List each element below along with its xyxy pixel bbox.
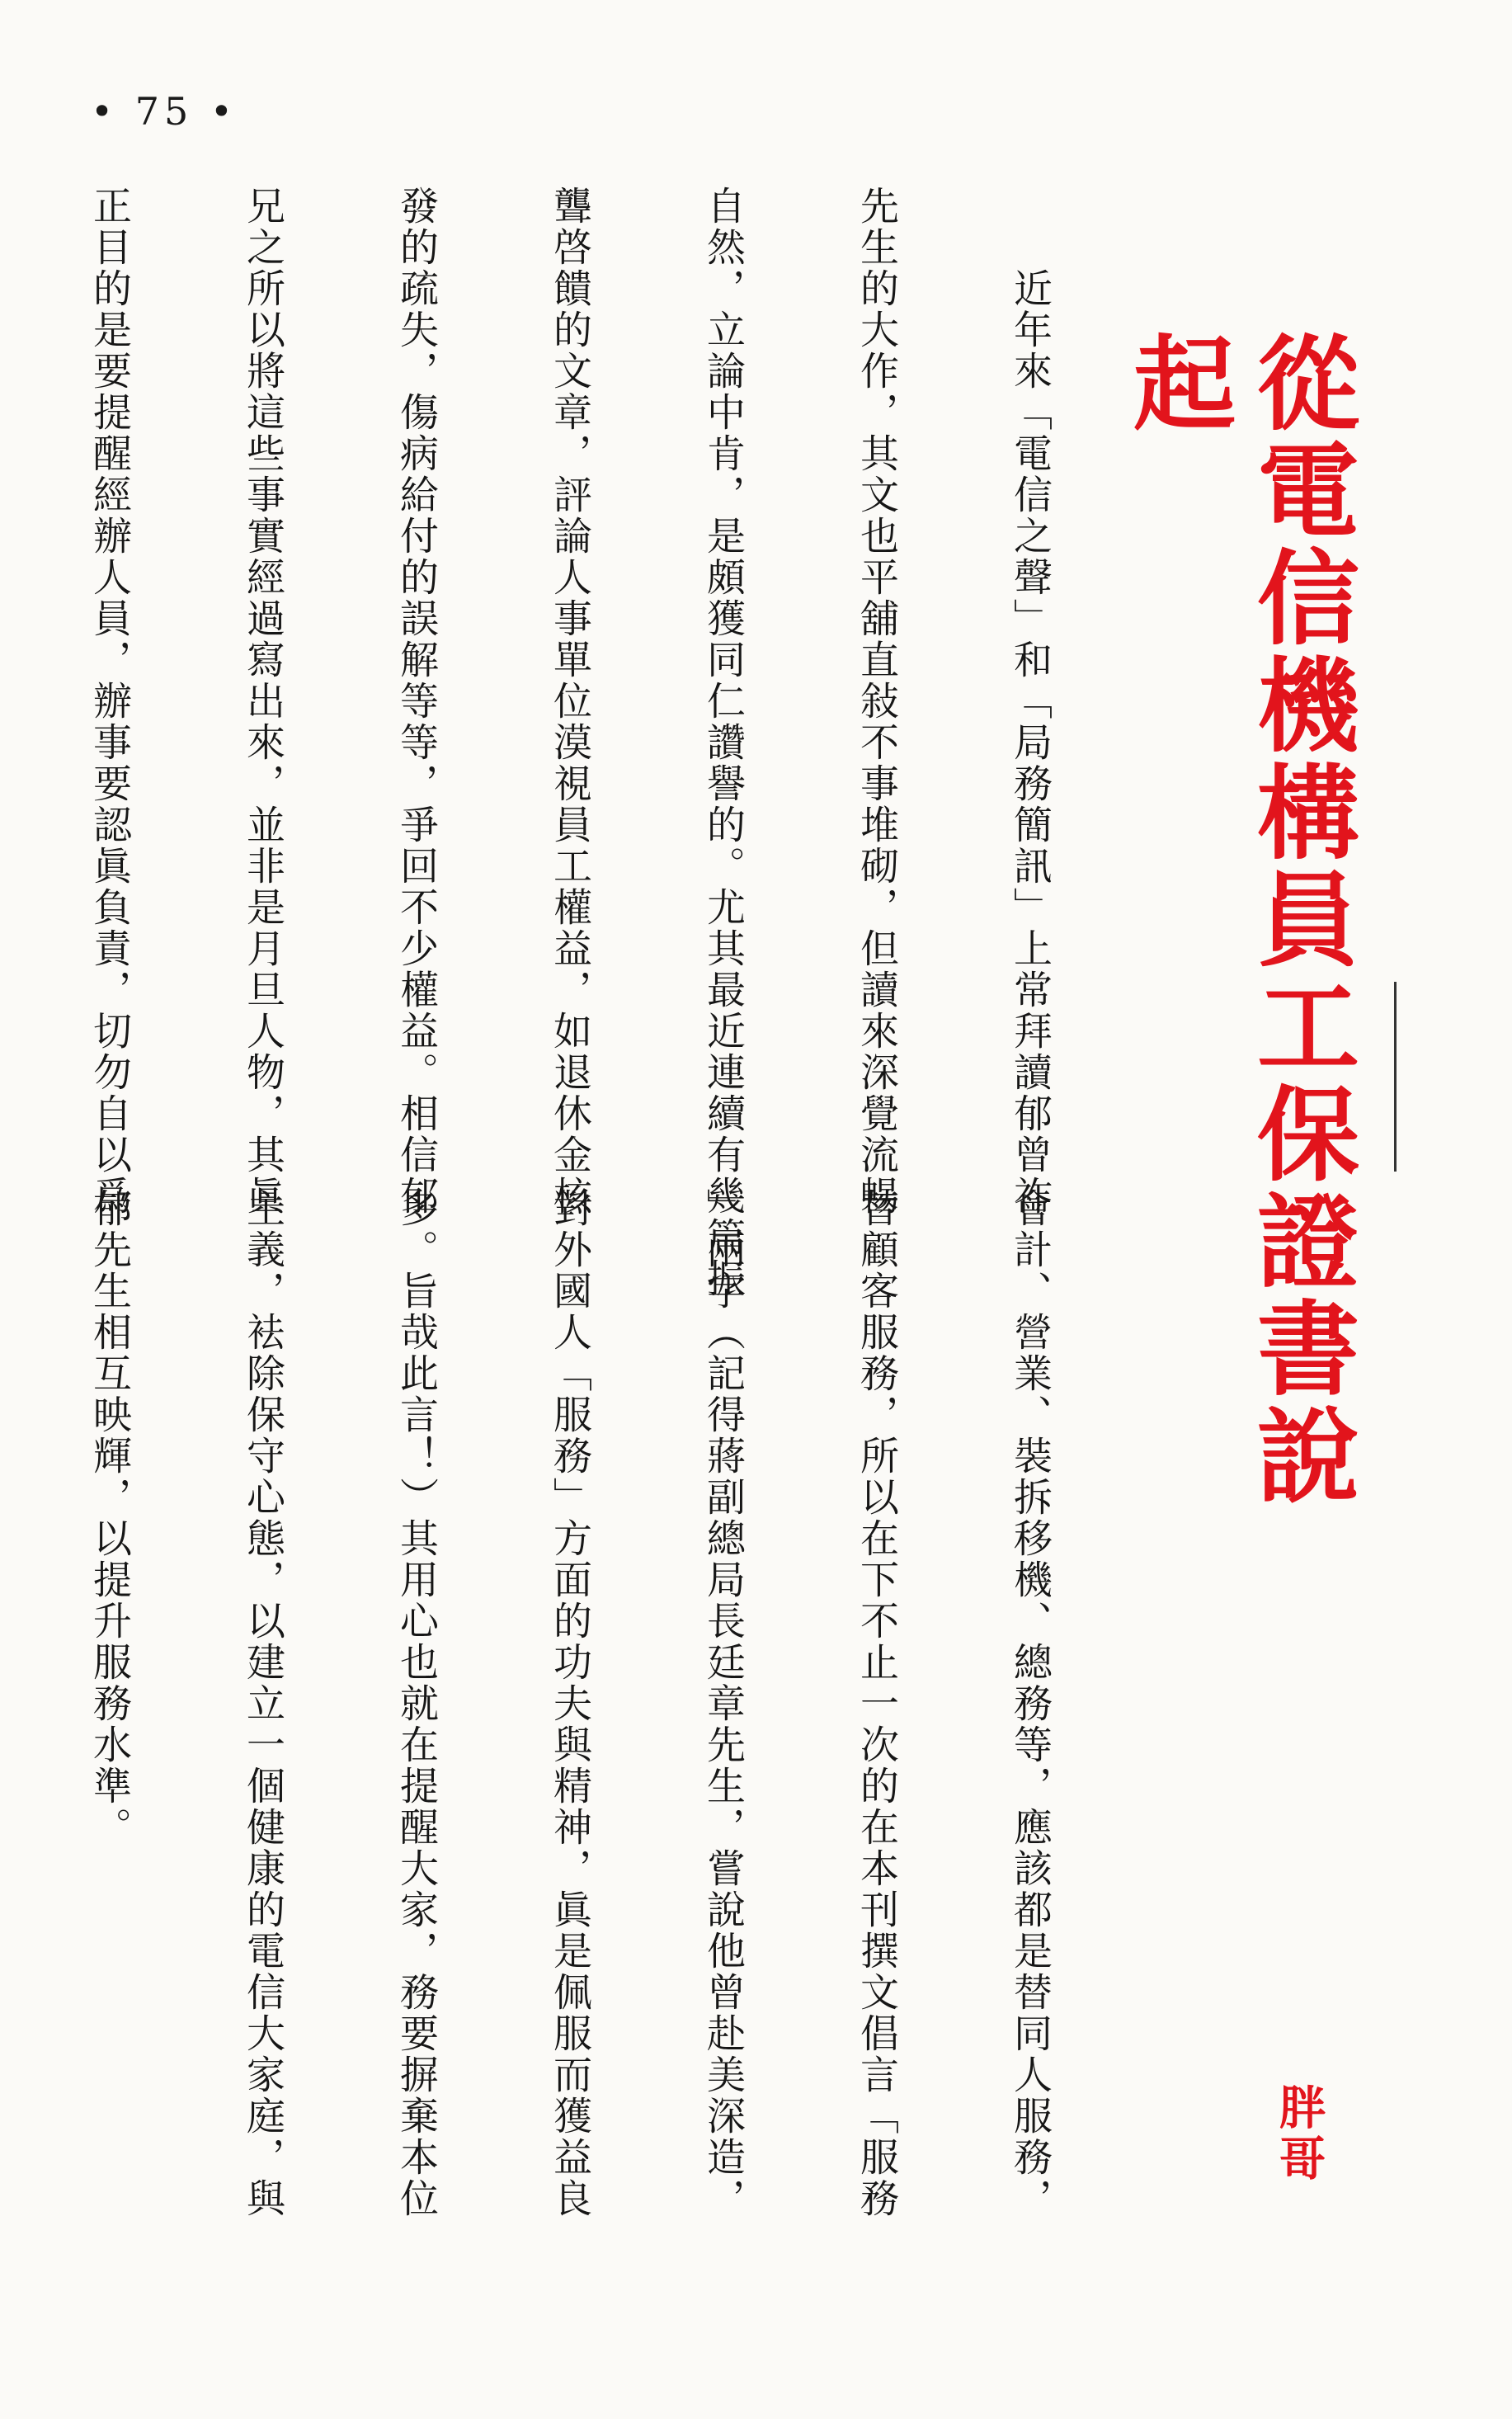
text-line: 會計、營業、裝拆移機、總務等，應該都是替同人服務， bbox=[1007, 1188, 1053, 2219]
text-line: 對外國人「服務」方面的功夫與精神，眞是佩服而獲益良 bbox=[547, 1188, 592, 2219]
author-name: 胖哥 bbox=[1272, 2083, 1326, 2186]
text-line: 主義，袪除保守心態，以建立一個健康的電信大家庭，與 bbox=[240, 1188, 285, 2219]
text-line: 自然，立論中肯，是頗獲同仁讚譽的。尤其最近連續有幾篇振 bbox=[700, 186, 746, 1299]
text-line: 近年來「電信之聲」和「局務簡訊」上常拜讀郁曾祚 bbox=[1007, 186, 1053, 1217]
title-divider bbox=[1394, 982, 1397, 1172]
text-line: 兄之所以將這些事實經過寫出來，並非是月旦人物，其眞 bbox=[240, 186, 285, 1217]
text-line: 聾啓饋的文章，評論人事單位漠視員工權益，如退休金核 bbox=[547, 186, 592, 1217]
text-line: 」兩字（記得蔣副總局長廷章先生，嘗說他曾赴美深造， bbox=[700, 1188, 746, 2219]
page-number: • 75 • bbox=[91, 89, 238, 134]
text-line: 正目的是要提醒經辦人員，辦事要認眞負責，切勿自以爲 bbox=[87, 186, 132, 1217]
body-text-upper bbox=[0, 186, 1157, 1299]
article-title: 從電信機構員工保證書說起 bbox=[1116, 330, 1359, 1510]
text-line: 郁先生相互映輝，以提升服務水準。 bbox=[87, 1188, 132, 1848]
text-line: 先生的大作，其文也平舖直敍不事堆砌，但讀來深覺流暢 bbox=[854, 186, 899, 1217]
body-text-lower bbox=[0, 1188, 1157, 2261]
text-line: 發的疏失，傷病給付的誤解等等，爭回不少權益。相信郁 bbox=[393, 186, 439, 1217]
text-line: 替顧客服務，所以在下不止一次的在本刊撰文倡言「服務 bbox=[854, 1188, 899, 2219]
text-line: 多。旨哉此言！）其用心也就在提醒大家，務要摒棄本位 bbox=[393, 1188, 439, 2219]
